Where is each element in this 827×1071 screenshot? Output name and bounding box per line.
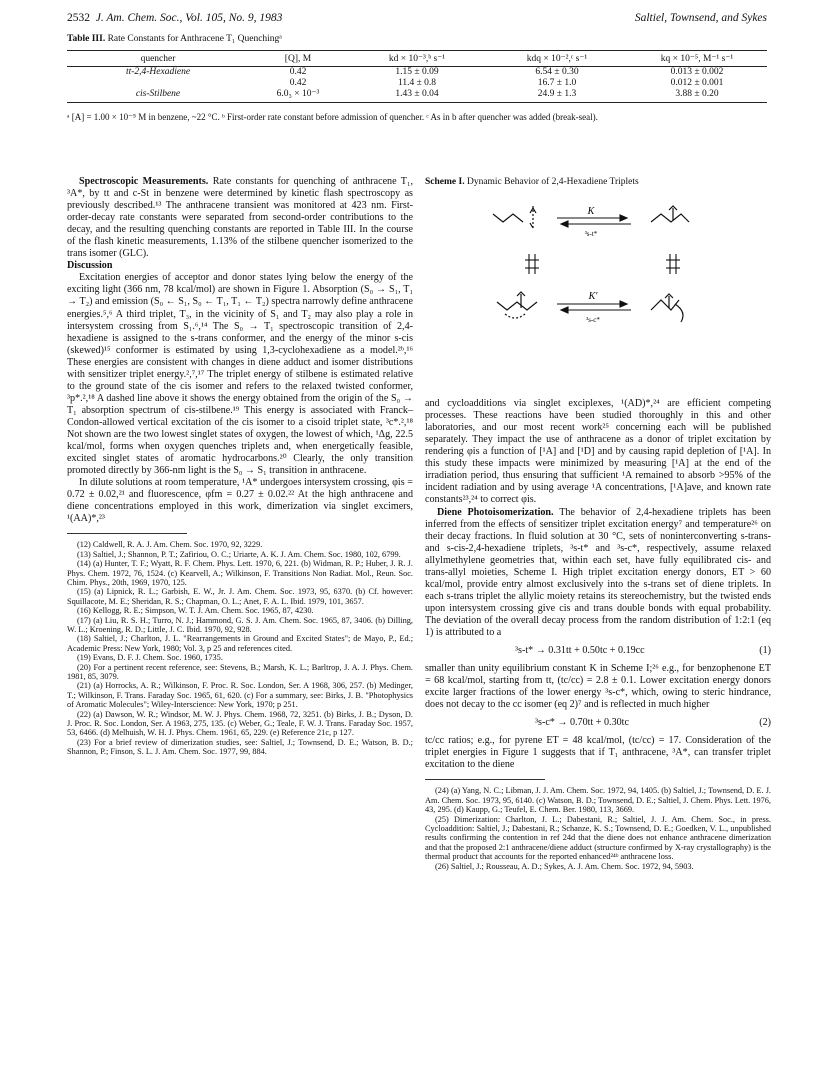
scheme-caption — [425, 176, 771, 188]
table-title: Rate Constants for Anthracene T₁ Quenchingᵃ — [107, 34, 282, 44]
table-row — [67, 67, 767, 79]
equilibrium-arrows-bottom — [557, 301, 631, 313]
references-right — [425, 786, 771, 871]
table-row — [67, 78, 767, 89]
table-header-row — [67, 51, 767, 67]
table-row — [67, 89, 767, 103]
table-cell: 16.7 ± 1.0 — [537, 78, 577, 88]
table-cell: 11.4 ± 0.8 — [397, 78, 437, 88]
equation-text: ³s-t* → 0.31tt + 0.50tc + 0.19cc — [515, 645, 645, 657]
header-authors: Saltiel, Townsend, and Sykes — [634, 12, 767, 24]
reference: (14) (a) Hunter, T. F.; Wyatt, R. F. Chem. Phys. Lett. 1970, 6, 221. (b) Widman, R. P.; Huber, J. R. J. Phys. Chem. 1972, 76, 1524. (c) Kearvell, A.; Wilkinson, F. Transitions Non Radiat. Mol., Reun. Soc. Chim. Phys., 20th, 1969, 1970, 125. — [67, 559, 413, 587]
table-cell: tt-2,4-Hexadiene — [125, 67, 191, 77]
footnote-rule — [67, 533, 187, 534]
scheme-diagram — [425, 192, 771, 394]
reference: (21) (a) Horrocks, A. R.; Wilkinson, F. Proc. R. Soc. London, Ser. A 1968, 306, 257. (b) Medinger, T.; Wilkinson, F. Trans. Faraday Soc. 1965, 61, 620. (c) For a summary, see: Birks, J. B. "Photophysics of Aromatic Molecules"; Wiley-Interscience: New York, 1970; p 251. — [67, 681, 413, 710]
reference: (18) Saltiel, J.; Charlton, J. L. "Rearrangements in Ground and Excited States"; de Mayo, P., Ed.; Academic Press: New York, 1980; Vol. 3, p 25 and references cited. — [67, 634, 413, 653]
table-cell — [67, 78, 249, 89]
s-cis-allyl-left — [497, 292, 537, 318]
paragraph: In dilute solutions at room temperature, ¹A* undergoes intersystem crossing, φis = 0.72 ± 0.02,²¹ and fluorescence, φfm = 0.27 ± 0.02.²² At the high anthracene and diene concentrations employed in this work, dimerization via singlet excimers, ¹(AA)*,²³ — [67, 477, 413, 525]
page-header — [67, 12, 767, 28]
paragraph: and cycloadditions via singlet exciplexes, ¹(AD)*,²⁴ are efficient competing processes. These reactions have been studied thoroughly in this and other laboratories, and our most recent work²⁵ concerning each will be published separately. They impact the use of anthracene as a donor of triplet excitation by rendering φis a function of [¹A] and [¹D] and by causing rapid depletion of [¹A]. In this study these impacts were minimized by measuring [¹A] at the end of the irradiation period, thus ensuring that sufficient ¹A remained to absorb >95% of the incident radiation and by using average ¹A concentrations, [¹A]ave, and known rate constants²³,²⁴ to correct φis. — [425, 398, 771, 506]
col-header: kdq × 10⁻²,ᶜ s⁻¹ — [487, 51, 627, 67]
reference: (12) Caldwell, R. A. J. Am. Chem. Soc. 1970, 92, 3229. — [77, 540, 263, 550]
s-cis-allyl-right — [651, 294, 683, 322]
section-heading-discussion: Discussion — [67, 260, 113, 272]
scheme-title: Dynamic Behavior of 2,4-Hexadiene Triplets — [466, 177, 639, 187]
table-cell: 6.0₃ × 10⁻³ — [249, 89, 347, 103]
table-cell: 24.9 ± 1.3 — [487, 89, 627, 103]
reference: (20) For a pertinent recent reference, see: Stevens, B.; Marsh, K. L.; Barltrop, J. A. J. Phys. Chem. 1981, 85, 3079. — [67, 662, 413, 682]
table-label: Table III. — [67, 34, 106, 44]
reference: (24) (a) Yang, N. C.; Libman, J. J. Am. Chem. Soc. 1972, 94, 1405. (b) Saltiel, J.; Townsend, D. E. J. Am. Chem. Soc. 1973, 95, 6140. (c) Watson, B. D.; Townsend, D. E.; Saltiel, J. Chem. Phys. Lett. 1976, 43, 295. (d) Kaupp, G.; Teufel, E. Chem. Ber. 1980, 113, 3669. — [425, 786, 771, 815]
equation-number: (1) — [759, 645, 771, 657]
s-trans-allyl-left — [493, 206, 536, 230]
left-column — [67, 176, 413, 757]
table-cell: 0.42 — [289, 78, 307, 88]
paragraph: tc/cc ratios; e.g., for pyrene ET = 48 kcal/mol, (tc/cc) = 17. Consideration of the triplet energies in Figure 1 suggests that if T₁ anthracene, ³A*, can transfer triplet excitation to the diene — [425, 735, 771, 771]
reference: (25) Dimerization: Charlton, J. L.; Dabestani, R.; Saltiel, J. J. Am. Chem. Soc., in press. Cycloaddition: Saltiel, J.; Dabestani, R.; Schanze, K. S.; Townsend, D. E.; Goedken, V. L., unpublished results confirming the contention in ref 24d that the diene does not enhance anthracene dimerization and that the proposed 2:1 anthracene/diene adduct (structure confirmed by X-ray crystallography) is the thermal product that accounts for the reported enhanced²⁴ᵇ anthracene loss. — [425, 814, 771, 862]
table-cell: 0.013 ± 0.002 — [670, 67, 724, 77]
section-run-head: Diene Photoisomerization. — [437, 506, 554, 518]
rate-constants-table — [67, 50, 767, 103]
paragraph: smaller than unity equilibrium constant K in Scheme I;²⁶ e.g., for benzophenone ET = 68 kcal/mol, starting from tt, (tc/cc) = 2.8 ± 0.1. Lower excitation energy donors excite larger fractions of the lower energy ³s-c*, which, owing to steric hindrance, does not decay to the cc isomer (eq 2)⁷ and is reflected in much higher — [425, 663, 771, 711]
table-cell: cis-Stilbene — [67, 89, 249, 103]
paragraph: Excitation energies of acceptor and donor states lying below the energy of the exciting light (366 nm, 78 kcal/mol) are shown in Figure 1. Absorption (S₀ → S₁, T₁ → T₂) and emission (S₀ ← S₁, S₀ ← T₁, T₁ ← T₂) spectra narrowly define anthracene energies.⁵,⁶ A third triplet, T₃, in the vicinity of S₁ and T₂ may also play a role in intersystem crossing from S₁.⁶,¹⁴ The S₀ → T₁ spectroscopic transition of 2,4-hexadiene is assigned to the s-trans conformer, and the energy of the minor s-cis (skewed)¹⁵ conformer is estimated by using 1,3-cyclohexadiene as a model.²ᵇ,¹⁶ These energies are consistent with changes in diene adduct and isomer distributions with sensitizer triplet energy.²,⁷,¹⁷ The triplet energy of stilbene is estimated relative to the ground state of the cis isomer and refers to the relaxed twisted conformer, ³p*.²,¹⁸ A dashed line above it shows the energy obtained from the origin of the S₀ → T₁ absorption spectrum of cis-stilbene.¹⁹ This energy is associated with Franck–Condon-allowed vertical excitation of the cis isomer to a cisoid triplet state, ³c*.²,¹⁸ Not shown are the two lowest singlet states of oxygen, the lowest of which, ¹Δg, 22.5 kcal/mol, forms when oxygen quenches triplets and, when energetically feasible, excited singlet states of aromatic hydrocarbons.²⁰ Clearly, the only transition promoted directly by 366-nm light is the S₀ → S₁ transition in anthracene. — [67, 272, 413, 477]
paragraph — [67, 176, 413, 260]
footnote-rule — [425, 779, 545, 780]
right-column — [425, 176, 771, 871]
equation-1 — [425, 645, 771, 657]
reference: (16) Kellogg, R. E.; Simpson, W. T. J. Am. Chem. Soc. 1965, 87, 4230. — [77, 606, 314, 616]
paragraph-text: The behavior of 2,4-hexadiene triplets has been inferred from the effects of sensitizer triplet excitation energy⁷ and temperature²⁶ on their decay fractions. In fluid solution at 30 °C, sets of noninterconverting s-trans- and s-cis-2,4-hexadiene triplets, ³s-t* and ³s-c*, respectively, assume relaxed allylmethylene geometries that, within each set, have fully equilibrated cis- and trans-allyl moieties, Scheme I. High triplet excitation energy donors, ET > 60 kcal/mol, provide entry almost exclusively into the s-trans set of diene triplets. In each s-trans triplet the allylic moiety retains its stereochemistry, but the twisted ends upon intersystem crossing give cis and trans double bonds with equal probability. The deviation of the overall decay process from the random distribution of 1:2:1 (eq 1) is attributed to a — [425, 506, 771, 638]
reference: (26) Saltiel, J.; Rousseau, A. D.; Sykes, A. J. Am. Chem. Soc. 1972, 94, 5903. — [435, 861, 694, 871]
equation-number: (2) — [759, 717, 771, 729]
section-run-head: Spectroscopic Measurements. — [79, 176, 209, 187]
reference: (22) (a) Dawson, W. R.; Windsor, M. W. J. Phys. Chem. 1968, 72, 3251. (b) Birks, J. B.; Dyson, D. J. Proc. R. Soc. London, Ser. A 1963, 275, 135. (c) Weber, G.; Teale, F. W. J. Trans. Faraday Soc. 1957, 53, 6466. (d) Melhuish, W. H. J. Phys. Chem. 1961, 65, 229. (e) Reference 21c, p 127. — [67, 709, 413, 738]
spin-arrows-left — [525, 254, 539, 274]
table-cell: 1.15 ± 0.09 — [395, 67, 439, 77]
table-cell: 6.54 ± 0.30 — [535, 67, 579, 77]
equation-text: ³s-c* → 0.70tt + 0.30tc — [535, 717, 629, 729]
reference: (23) For a brief review of dimerization studies, see: Saltiel, J.; Townsend, D. E.; Watson, B. D.; Shannon, P.; Finson, S. L. J. Am. Chem. Soc. 1977, 99, 884. — [67, 737, 413, 757]
col-header: kd × 10⁻³,ᵇ s⁻¹ — [347, 51, 487, 67]
reference: (17) (a) Liu, R. S. H.; Turro, N. J.; Hammond, G. S. J. Am. Chem. Soc. 1965, 87, 3406. (b) Dilling, W. L.; Kroening, R. D.; Little, J. C. Ibid. 1970, 92, 928. — [67, 615, 413, 635]
reference: (13) Saltiel, J.; Shannon, P. T.; Zafiriou, O. C.; Uriarte, A. K. J. Am. Chem. Soc. 1980, 102, 6799. — [77, 549, 401, 559]
col-header: kq × 10⁻⁵, M⁻¹ s⁻¹ — [627, 51, 767, 67]
col-header: quencher — [67, 51, 249, 67]
scheme-k1: K — [587, 206, 595, 218]
page-number: 2532 — [67, 12, 90, 24]
scheme-label: Scheme I. — [425, 177, 465, 187]
table-caption — [67, 34, 282, 44]
table-cell: 0.42 — [289, 67, 307, 77]
scheme-k2-sub: ³s-c* — [586, 316, 600, 325]
equation-2 — [425, 717, 771, 729]
paragraph-text: Rate constants for quenching of anthracene T₁, ³A*, by tt and c-St in benzene were determined by kinetic flash spectroscopy as previously described.¹³ The anthracene transient was monitored at 423 nm. First-order-decay rate constants were separated from second-order contributions to the decay, and the resulting quenching constants are reported in Table III. In the course of the flash kinetic measurements, 1.13% of the stilbene quencher isomerized to the trans isomer (GLC). — [67, 176, 413, 260]
header-left — [67, 12, 282, 24]
references-left — [67, 540, 413, 756]
table-cell: 3.88 ± 0.20 — [627, 89, 767, 103]
s-trans-allyl-right — [651, 206, 689, 222]
paragraph — [425, 507, 771, 640]
reference: (19) Evans, D. F. J. Chem. Soc. 1960, 1735. — [77, 653, 223, 663]
scheme-k1-sub: ³s-t* — [584, 230, 598, 239]
col-header: [Q], M — [249, 51, 347, 67]
table-cell: 0.012 ± 0.001 — [670, 78, 724, 88]
table-cell: 1.43 ± 0.04 — [347, 89, 487, 103]
spin-arrows-right — [666, 254, 680, 274]
journal-citation: J. Am. Chem. Soc., Vol. 105, No. 9, 1983 — [95, 12, 283, 24]
reference: (15) (a) Lipnick, R. L.; Garbish, E. W., Jr. J. Am. Chem. Soc. 1973, 95, 6370. (b) Cf. however: Squillacote, M. E.; Sheridan, R. S.; Chapman, O. L.; Anet, F. A. L. Ibid. 1979, 101, 3657. — [67, 587, 413, 606]
table-footnote: ᵃ [A] = 1.00 × 10⁻⁵ M in benzene, ~22 °C. ᵇ First-order rate constant before admission of quencher. ᶜ As in b after quencher was added (break-seal). — [67, 112, 598, 122]
scheme-k2: K′ — [588, 291, 598, 303]
